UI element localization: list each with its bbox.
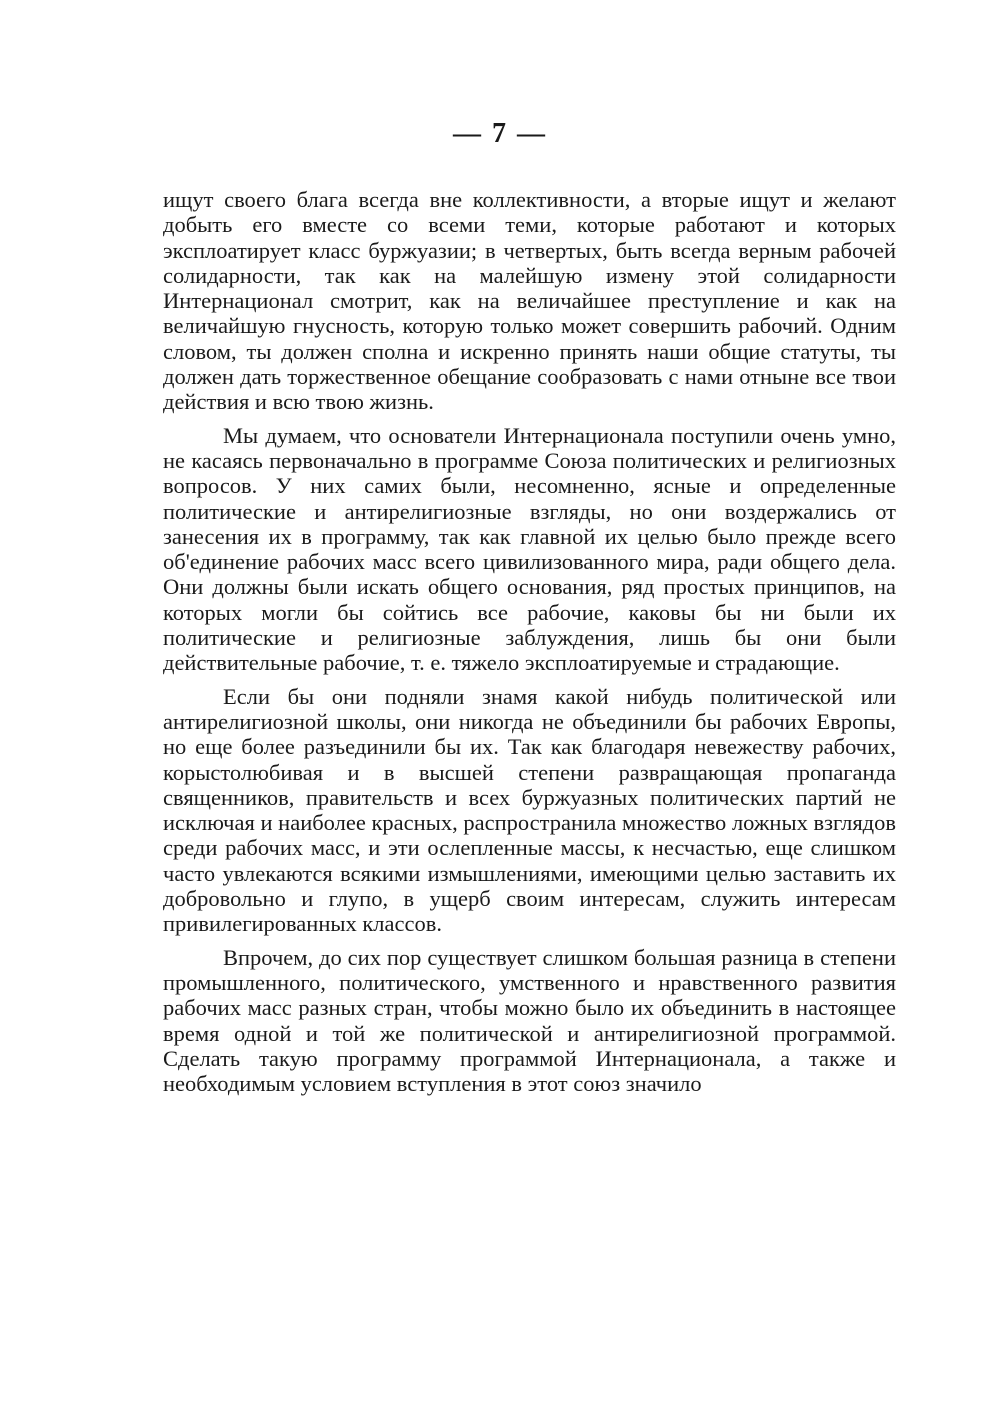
paragraph: Если бы они подняли знамя какой нибудь политической или антирелигиозной школы, они никогда не объединили бы рабочих Европы, но еще более разъединили бы их. Так как благодаря невежеству рабочих, корыстолюбивая и в высшей степени развращающая пропаганда священников, правительств и всех буржуазных политических партий не исключая и наиболее красных, распространила множество ложных взглядов среди рабочих масс, и эти ослепленные массы, к несчастью, еще слишком часто увлекаются всякими измышлениями, имеющими целью заставить их добровольно и глупо, в ущерб своим интересам, служить интересам привилегированных классов. — [163, 683, 896, 937]
body-text — [163, 187, 896, 1096]
paragraph: Мы думаем, что основатели Интернационала поступили очень умно, не касаясь первоначально в программе Союза политических и религиозных вопросов. У них самих были, несомненно, ясные и определенные политические и антирелигиозные взгляды, но они воздержались от занесения их в программу, так как главной их целью было прежде всего об'единение рабочих масс всего цивилизованного мира, ради общего дела. Они должны были искать общего основания, ряд простых принципов, на которых могли бы сойтись все рабочие, каковы бы ни были их политические и религиозные заблуждения, лишь бы они были действительные рабочие, т. е. тяжело эксплоатируемые и страдающие. — [163, 422, 896, 676]
page-number: — 7 — — [453, 118, 547, 149]
paragraph-continuation: ищут своего блага всегда вне коллективности, а вторые ищут и желают добыть его вместе со всеми теми, которые работают и которых эксплоатирует класс буржуазии; в четвертых, быть всегда верным рабочей солидарности, так как на малейшую измену этой солидарности Интернационал смотрит, как на величайшее преступление и как на величайшую гнусность, которую только может совершить рабочий. Одним словом, ты должен сполна и искренно принять наши общие статуты, ты должен дать торжественное обещание сообразовать с нами отныне все твои действия и всю твою жизнь. — [163, 187, 896, 415]
paragraph: Впрочем, до сих пор существует слишком большая разница в степени промышленного, политического, умственного и нравственного развития рабочих масс разных стран, чтобы можно было их объединить в настоящее время одной и той же политической и антирелигиозной программой. Сделать такую программу программой Интернационала, а также и необходимым условием вступления в этот союз значило — [163, 944, 896, 1097]
